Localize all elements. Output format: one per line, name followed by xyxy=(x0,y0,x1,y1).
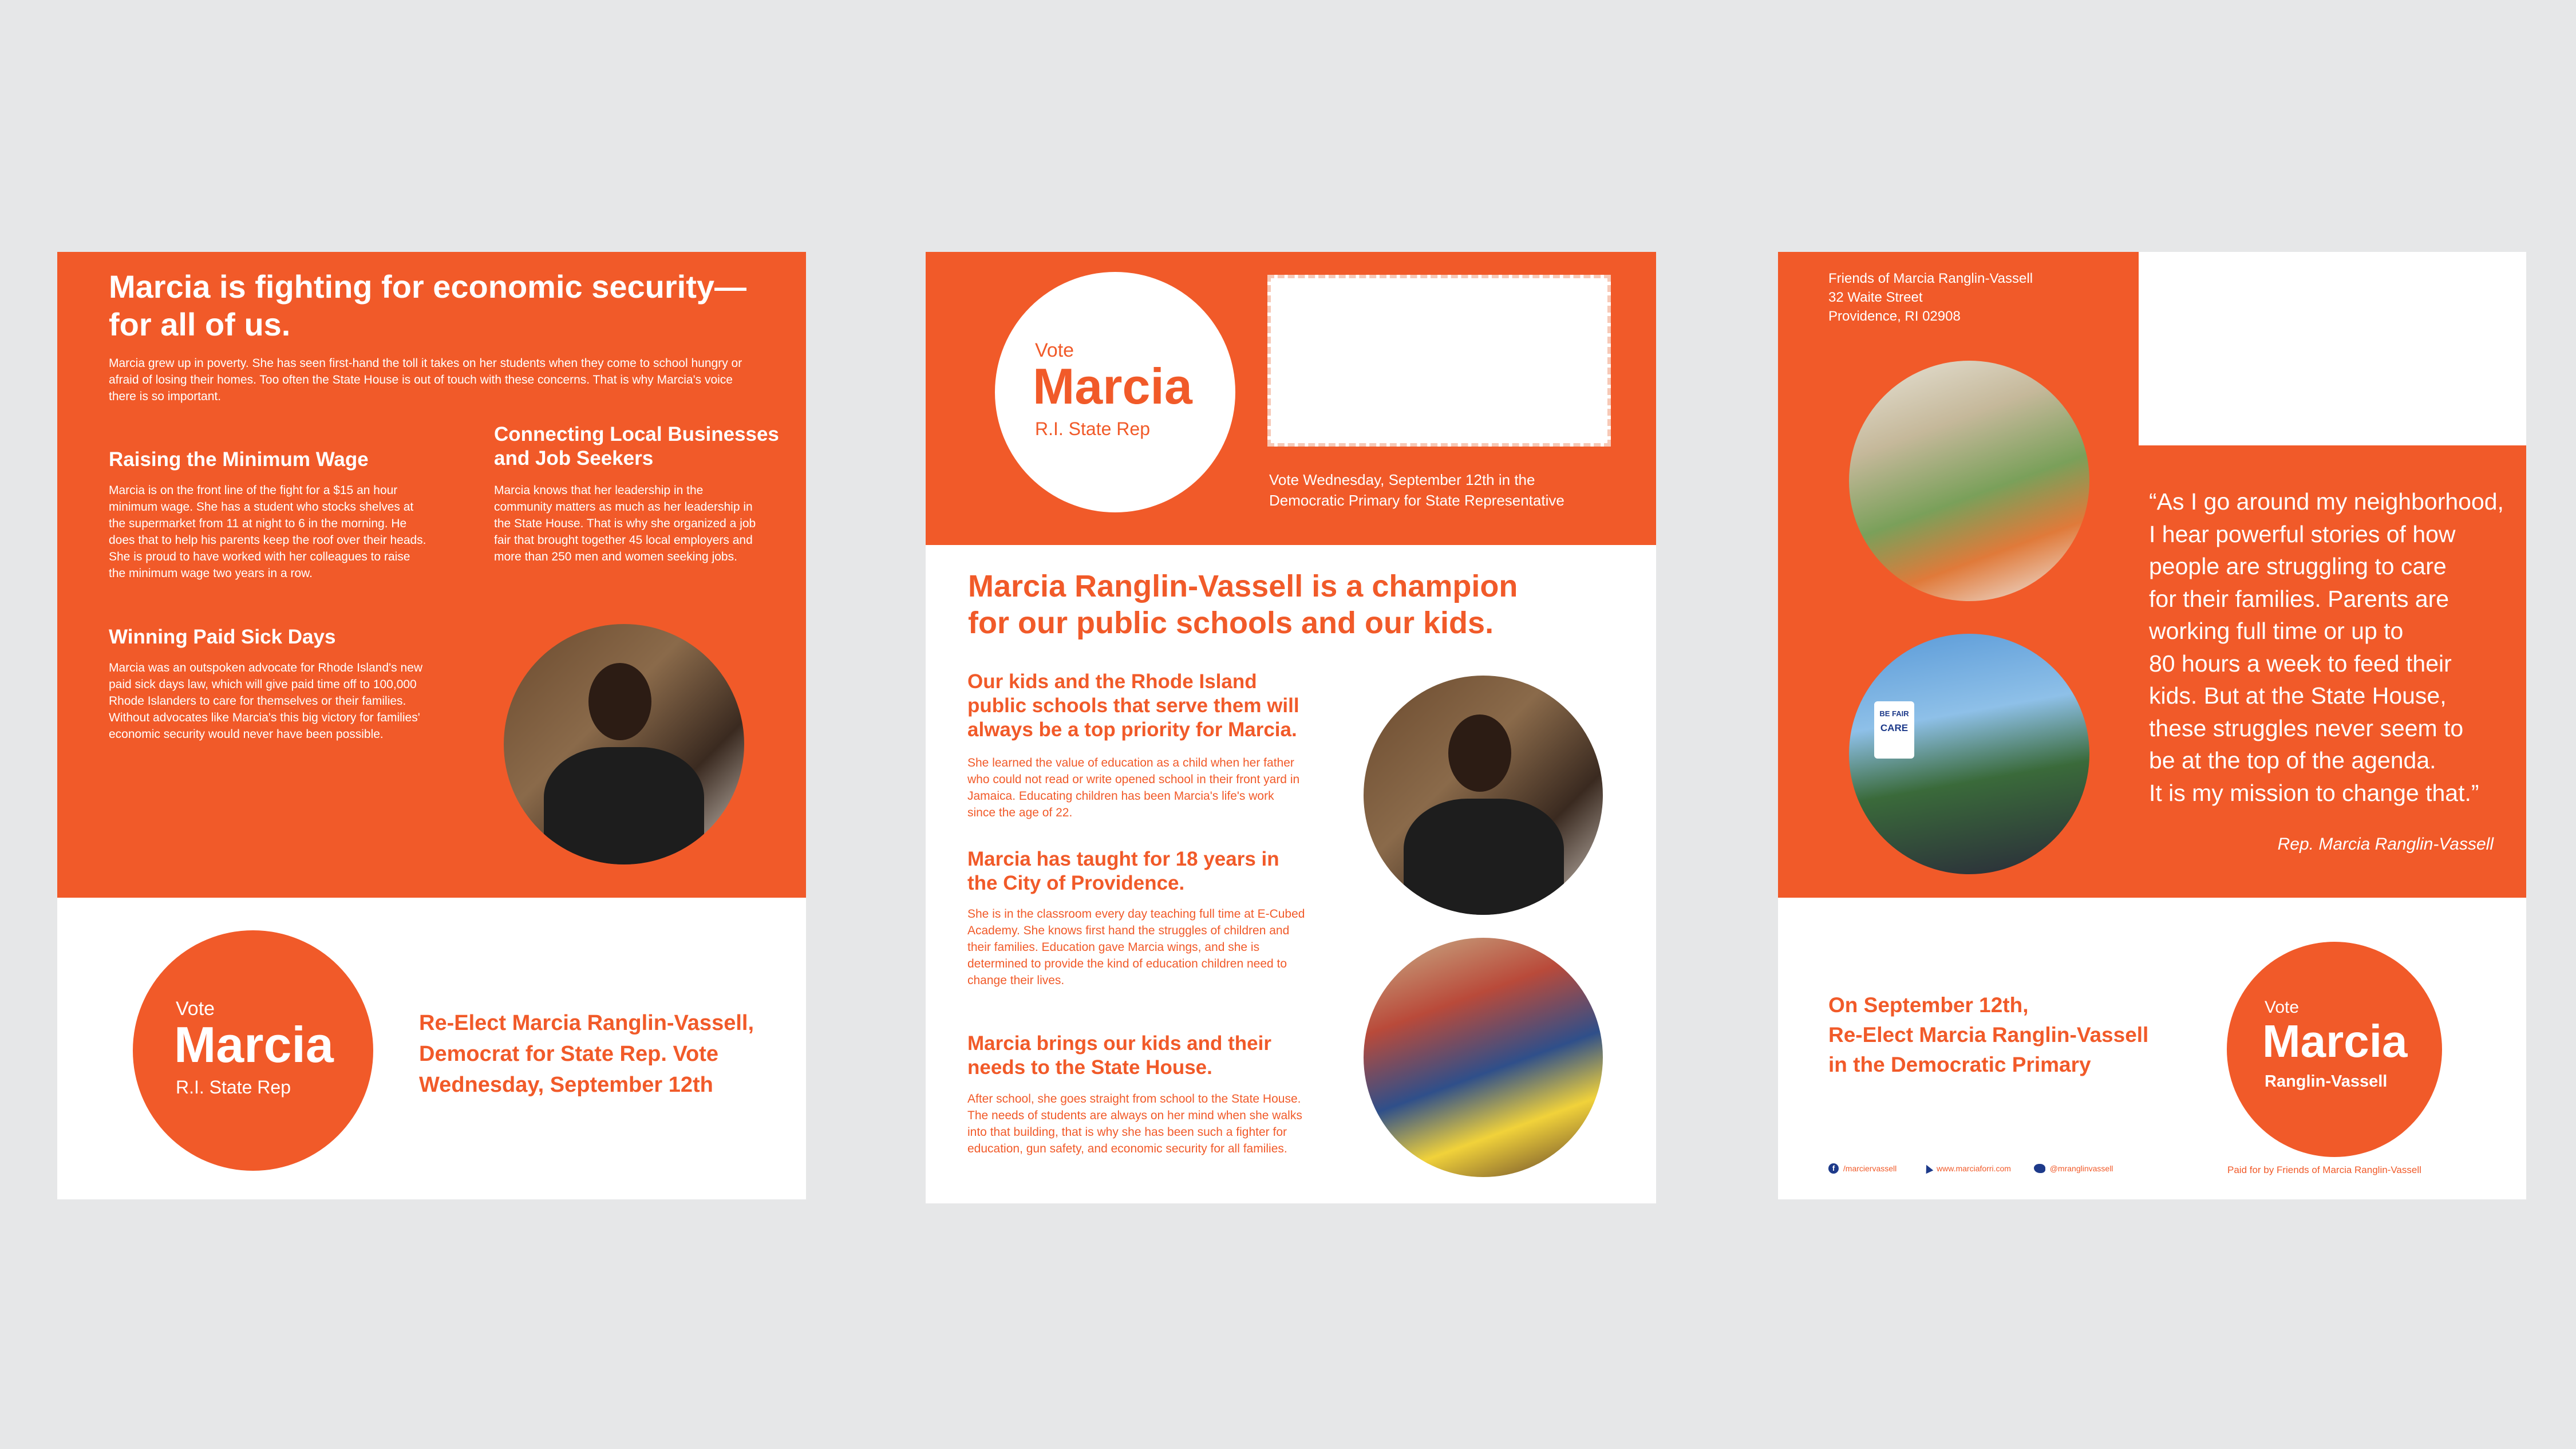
panel-title: Marcia is fighting for economic security— for all of us. xyxy=(109,269,747,342)
return-address: Friends of Marcia Ranglin-Vassell 32 Waite Street Providence, RI 02908 xyxy=(1828,271,2033,324)
section-heading-state-house: Marcia brings our kids and their needs to the State House. xyxy=(967,1032,1271,1079)
neighborhood-conversation-photo xyxy=(1849,361,2089,601)
paid-for-disclaimer: Paid for by Friends of Marcia Ranglin-Vassell xyxy=(2227,1164,2421,1175)
mailer-panel-public-schools xyxy=(926,252,1656,1203)
vote-date-line: Vote Wednesday, September 12th in the Democratic Primary for State Representative xyxy=(1269,471,1564,509)
logo-name-text: Marcia xyxy=(1033,358,1192,414)
reelect-footer-text: Re-Elect Marcia Ranglin-Vassell, Democrat for State Rep. Vote Wednesday, September 12th xyxy=(419,1011,754,1097)
quote-text: “As I go around my neighborhood, I hear powerful stories of how people are struggling to care for their families. Parents are working full time or up to 80 hours a week to feed their kids. But at the State House, these struggles never seem to be at the top of the agenda. It is my mission to change that.” xyxy=(2149,488,2504,806)
logo-vote-text: Vote xyxy=(2265,998,2300,1017)
reelect-footer-text: On September 12th, Re-Elect Marcia Ranglin-Vassell in the Democratic Primary xyxy=(1828,993,2149,1076)
section-heading-minimum-wage: Raising the Minimum Wage xyxy=(109,448,369,471)
logo-name-text: Marcia xyxy=(174,1016,334,1073)
classroom-reading-photo xyxy=(1364,938,1603,1177)
logo-sub-text: Ranglin-Vassell xyxy=(2265,1072,2388,1091)
vote-marcia-logo xyxy=(133,930,373,1171)
rally-sign-text-bottom: CARE xyxy=(1880,722,1909,733)
quote-attribution: Rep. Marcia Ranglin-Vassell xyxy=(2277,835,2494,854)
logo-sub-text: R.I. State Rep xyxy=(176,1077,291,1097)
rally-sign xyxy=(1874,701,1914,759)
section-heading-paid-sick-days: Winning Paid Sick Days xyxy=(109,626,336,648)
mailer-panel-economic-security xyxy=(57,252,806,1199)
vote-marcia-logo xyxy=(2227,942,2442,1157)
twitter-handle[interactable]: @mranglinvassell xyxy=(2049,1164,2113,1174)
website-link[interactable]: www.marciaforri.com xyxy=(1937,1164,2011,1174)
twitter-icon[interactable] xyxy=(2034,1164,2045,1173)
section-heading-taught: Marcia has taught for 18 years in the City of Providence. xyxy=(967,848,1279,894)
vote-marcia-logo xyxy=(995,272,1235,512)
logo-vote-text: Vote xyxy=(176,998,215,1020)
section-heading-priority: Our kids and the Rhode Island public schools that serve them will always be a top priority for Marcia. xyxy=(967,670,1299,741)
social-links-row xyxy=(1828,1163,2183,1180)
section-body-priority: She learned the value of education as a child when her father who could not read or write opened school in their front yard in Jamaica. Educating children has been Marcia's life's work since the age of 22. xyxy=(967,756,1300,819)
intro-paragraph: Marcia grew up in poverty. She has seen first-hand the toll it takes on her students when they come to school hungry or afraid of losing their homes. Too often the State House is out of touch with these concerns. That is why Marcia's voice there is so important. xyxy=(109,357,742,403)
section-body-taught: She is in the classroom every day teaching full time at E-Cubed Academy. She knows first hand the struggles of children and their families. Education gave Marcia wings, and she is determined to provide the kind of education children need to change their lives. xyxy=(967,907,1305,987)
mailer-panel-quote xyxy=(1778,252,2526,1199)
logo-sub-text: R.I. State Rep xyxy=(1035,418,1150,439)
section-body-minimum-wage: Marcia is on the front line of the fight for a $15 an hour minimum wage. She has a student who stocks shelves at the supermarket from 11 at night to 6 in the morning. He does that to help his parents keep the roof over their heads. She is proud to have worked with her colleagues to raise the minimum wage two years in a row. xyxy=(109,484,426,580)
section-body-local-business: Marcia knows that her leadership in the community matters as much as her leadership in the State House. That is why she organized a job fair that brought together 45 local employers and more than 250 men and women seeking jobs. xyxy=(494,484,756,563)
facebook-handle[interactable]: /marciervassell xyxy=(1843,1164,1897,1174)
logo-name-text: Marcia xyxy=(2262,1016,2408,1067)
section-heading-local-business: Connecting Local Businesses and Job Seekers xyxy=(494,423,779,469)
section-body-paid-sick-days: Marcia was an outspoken advocate for Rhode Island's new paid sick days law, which will give paid time off to 100,000 Rhode Islanders to care for themselves or their families. Without advocates like Marcia's this big victory for families' economic security would never have been possible. xyxy=(109,661,422,741)
rally-sign-text-top: BE FAIR xyxy=(1879,709,1909,718)
postage-stamp-area xyxy=(1267,275,1611,447)
rally-megaphone-photo xyxy=(1849,634,2089,874)
cursor-icon xyxy=(1923,1163,1934,1174)
logo-vote-text: Vote xyxy=(1035,339,1074,361)
champion-headline: Marcia Ranglin-Vassell is a champion for our public schools and our kids. xyxy=(968,569,1518,640)
facebook-icon[interactable]: f xyxy=(1828,1163,1839,1174)
section-body-state-house: After school, she goes straight from school to the State House. The needs of students are always on her mind when she walks into that building, that is why she has been such a fighter for education, gun safety, and economic security for all families. xyxy=(967,1092,1302,1155)
marcia-portrait-photo xyxy=(1364,676,1603,915)
marcia-portrait-photo xyxy=(504,624,744,864)
